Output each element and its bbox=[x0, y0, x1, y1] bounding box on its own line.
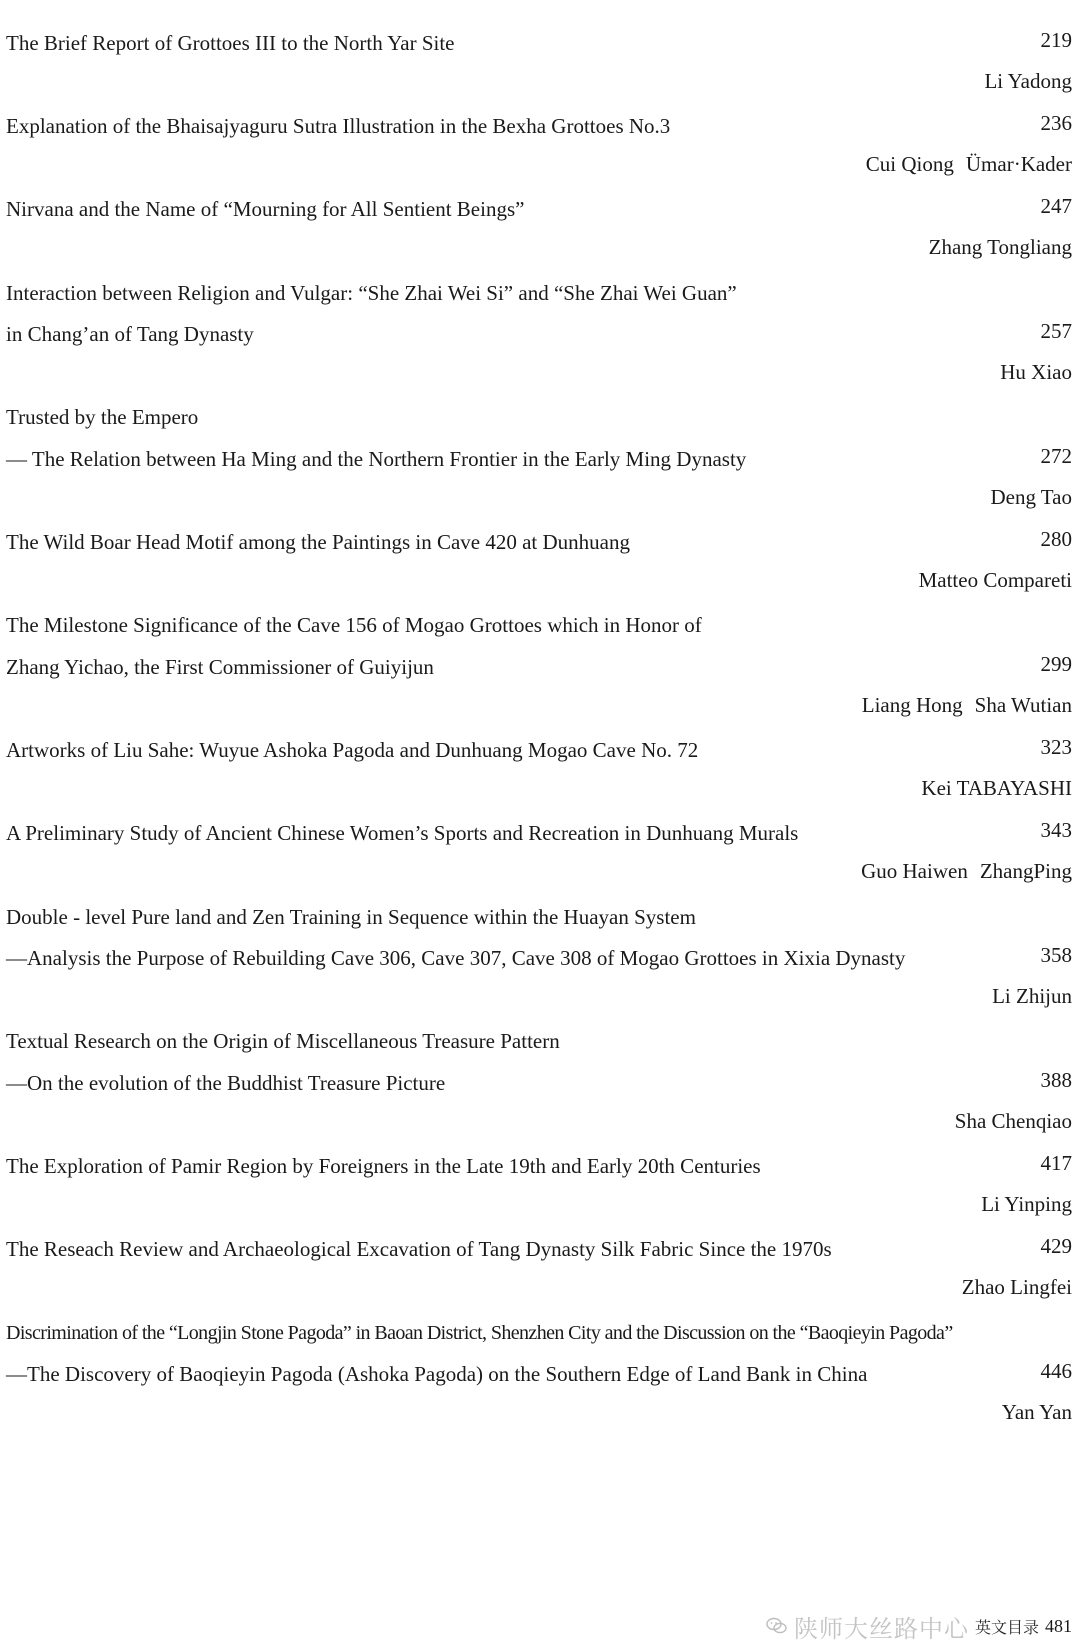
toc-entry-page: 299 bbox=[1040, 652, 1072, 676]
toc-entry-title: Double - level Pure land and Zen Training in Sequence within the Huayan System bbox=[6, 904, 696, 929]
author-name: Li Zhijun bbox=[992, 983, 1072, 1008]
footer-page-number: 481 bbox=[1045, 1615, 1072, 1636]
toc-entry-page: 272 bbox=[1040, 444, 1072, 468]
toc-entry-authors bbox=[984, 68, 1072, 94]
toc-entry-title: The Reseach Review and Archaeological Excavation of Tang Dynasty Silk Fabric Since the 1970s bbox=[6, 1237, 832, 1262]
toc-entry-authors bbox=[862, 692, 1072, 718]
author-name: Sha Wutian bbox=[974, 692, 1072, 717]
toc-entry-title: The Milestone Significance of the Cave 156 of Mogao Grottoes which in Honor of bbox=[6, 613, 702, 638]
toc-entry-page: 280 bbox=[1040, 527, 1072, 552]
toc-entry-title: Interaction between Religion and Vulgar: “She Zhai Wei Si” and “She Zhai Wei Guan” bbox=[6, 280, 737, 305]
toc-entry-subtitle: in Chang’an of Tang Dynasty bbox=[6, 322, 254, 347]
toc-entry-authors bbox=[962, 1274, 1072, 1300]
toc-entry-authors bbox=[992, 983, 1072, 1009]
author-name: Li Yinping bbox=[981, 1191, 1072, 1216]
toc-entry-authors bbox=[929, 234, 1072, 260]
wechat-icon bbox=[766, 1617, 788, 1635]
toc-entry-page: 257 bbox=[1040, 319, 1072, 344]
toc-entry-authors bbox=[990, 484, 1072, 510]
toc-entry-authors bbox=[861, 858, 1072, 884]
toc-entry-title: The Exploration of Pamir Region by Foreigners in the Late 19th and Early 20th Centuries bbox=[6, 1154, 761, 1179]
page-footer bbox=[766, 1613, 1072, 1643]
author-name: Yan Yan bbox=[1001, 1399, 1072, 1424]
author-name: Zhao Lingfei bbox=[961, 1275, 1072, 1299]
toc-entry-page: 343 bbox=[1040, 818, 1072, 843]
author-name: Guo Haiwen bbox=[861, 859, 968, 883]
author-name: Li Yadong bbox=[984, 68, 1072, 93]
author-name: Matteo Compareti bbox=[918, 567, 1072, 592]
toc-entry-subtitle: Zhang Yichao, the First Commissioner of Guiyijun bbox=[6, 655, 434, 679]
toc-entry-title: Trusted by the Empero bbox=[6, 405, 199, 430]
toc-entry-authors bbox=[1000, 359, 1072, 385]
toc-entry-page: 219 bbox=[1040, 28, 1072, 52]
toc-entry-subtitle: —On the evolution of the Buddhist Treasure Picture bbox=[6, 1071, 446, 1095]
author-name: Hu Xiao bbox=[1000, 359, 1072, 384]
author-name: Kei TABAYASHI bbox=[921, 775, 1072, 800]
toc-entry-title: Discrimination of the “Longjin Stone Pagoda” in Baoan District, Shenzhen City and the Discussion on the “Baoqieyin Pagoda” bbox=[6, 1321, 953, 1344]
toc-entry-title: The Wild Boar Head Motif among the Paintings in Cave 420 at Dunhuang bbox=[6, 530, 630, 555]
toc-entry-title: Textual Research on the Origin of Miscellaneous Treasure Pattern bbox=[6, 1029, 560, 1054]
author-name: Liang Hong bbox=[861, 692, 963, 717]
toc-entry-page: 247 bbox=[1040, 194, 1072, 219]
toc-entry-page: 388 bbox=[1040, 1068, 1072, 1092]
toc-entry-page: 429 bbox=[1040, 1234, 1072, 1259]
toc-entry-page: 446 bbox=[1040, 1359, 1072, 1384]
toc-entry-title: Artworks of Liu Sahe: Wuyue Ashoka Pagoda and Dunhuang Mogao Cave No. 72 bbox=[6, 738, 699, 763]
author-name: Zhang Tongliang bbox=[928, 235, 1072, 259]
toc-entry-page: 417 bbox=[1040, 1151, 1072, 1176]
toc-entry-subtitle: — The Relation between Ha Ming and the Northern Frontier in the Early Ming Dynasty bbox=[6, 447, 747, 471]
toc-entry-authors bbox=[919, 567, 1072, 593]
author-name: Cui Qiong bbox=[865, 151, 954, 176]
toc-entry-subtitle: —Analysis the Purpose of Rebuilding Cave 306, Cave 307, Cave 308 of Mogao Grottoes in Xixia Dynasty bbox=[6, 946, 906, 971]
toc-entry-title: Explanation of the Bhaisajyaguru Sutra Illustration in the Bexha Grottoes No.3 bbox=[6, 114, 671, 139]
toc-entry-page: 358 bbox=[1040, 943, 1072, 968]
toc-entry-authors bbox=[981, 1191, 1072, 1217]
toc-entry-page: 236 bbox=[1040, 111, 1072, 136]
toc-entry-authors bbox=[866, 151, 1072, 177]
toc-entry-subtitle: —The Discovery of Baoqieyin Pagoda (Ashoka Pagoda) on the Southern Edge of Land Bank in China bbox=[6, 1362, 868, 1387]
toc-entry-authors bbox=[955, 1108, 1072, 1134]
toc-entry-page: 323 bbox=[1040, 735, 1072, 760]
footer-section-label: 英文目录 bbox=[974, 1617, 1039, 1637]
watermark-text: 陕师大丝路中心 bbox=[793, 1614, 969, 1643]
toc-entry-authors bbox=[1002, 1399, 1072, 1425]
author-name: ZhangPing bbox=[979, 859, 1072, 883]
toc-entry-authors bbox=[921, 775, 1072, 801]
toc-entry-title: Nirvana and the Name of “Mourning for All Sentient Beings” bbox=[6, 197, 525, 222]
author-name: Sha Chenqiao bbox=[954, 1108, 1072, 1133]
author-name: Deng Tao bbox=[990, 484, 1072, 509]
toc-entry-title: The Brief Report of Grottoes III to the North Yar Site bbox=[6, 31, 455, 55]
author-name: Ümar·Kader bbox=[965, 151, 1072, 176]
toc-entry-title: A Preliminary Study of Ancient Chinese Women’s Sports and Recreation in Dunhuang Murals bbox=[6, 821, 799, 846]
